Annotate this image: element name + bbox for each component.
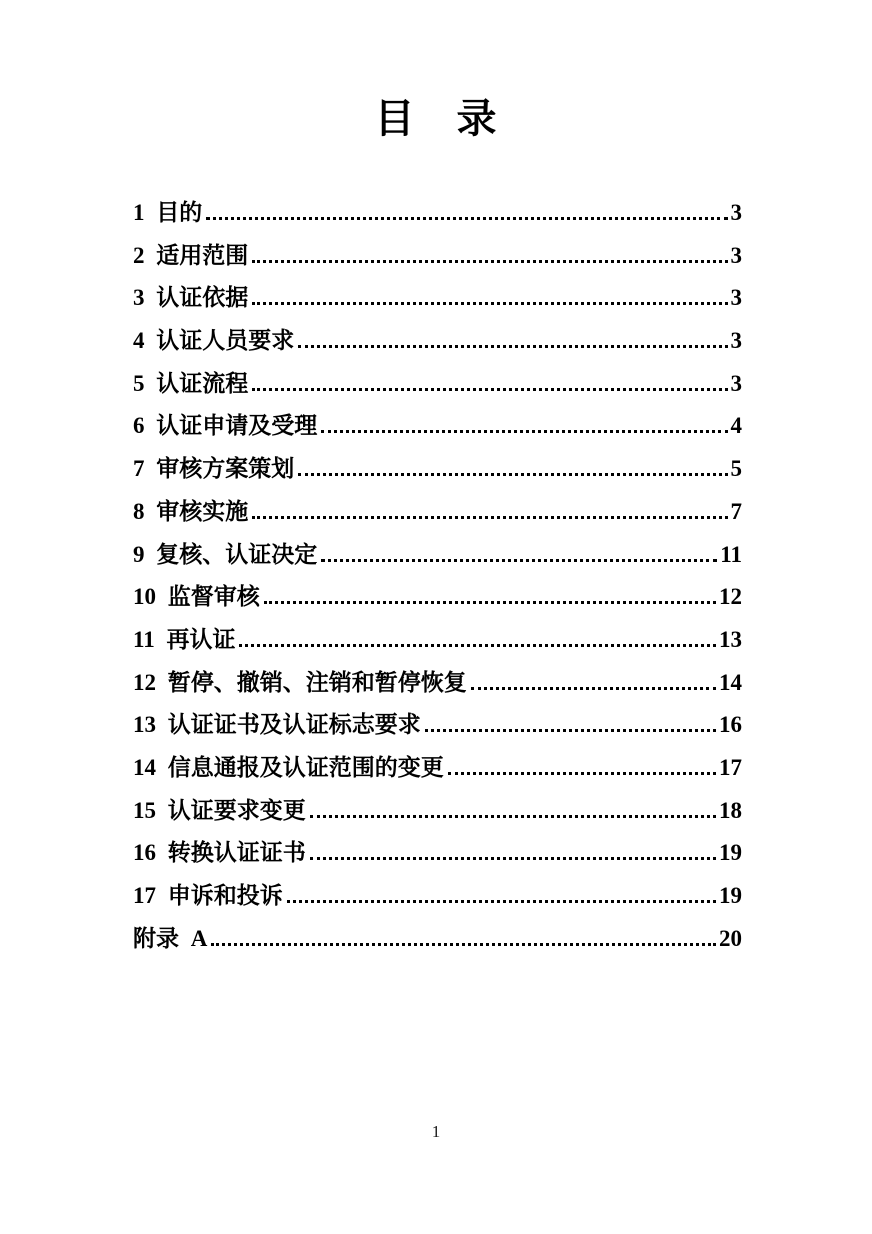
toc-entry — [133, 192, 742, 235]
toc-entry-text: 7 审核方案策划 — [133, 456, 295, 482]
toc-entry-page: 3 — [730, 200, 742, 225]
toc-entry — [133, 704, 742, 747]
dot-leader — [206, 217, 727, 220]
toc-entry-text: 5 认证流程 — [133, 370, 249, 396]
toc-entry-text: 2 适用范围 — [133, 242, 249, 268]
footer-page-number: 1 — [431, 1122, 441, 1141]
dot-leader — [239, 644, 716, 647]
dot-leader — [252, 516, 727, 519]
toc-entry-text: 8 审核实施 — [133, 498, 249, 524]
toc-entry-page: 3 — [730, 285, 742, 311]
toc-entry-text: 4 认证人员要求 — [133, 328, 295, 354]
toc-entry-page: 3 — [730, 242, 742, 268]
dot-leader — [310, 815, 716, 818]
toc-entry — [133, 747, 742, 790]
dot-leader — [448, 772, 716, 775]
toc-entry-text: 附录 A — [133, 925, 208, 951]
toc-list — [133, 192, 742, 960]
toc-entry-text: 3 认证依据 — [133, 285, 249, 311]
toc-entry-text: 6 认证申请及受理 — [133, 413, 318, 439]
dot-leader — [310, 857, 716, 860]
dot-leader — [298, 473, 727, 476]
toc-entry-page: 4 — [730, 413, 742, 439]
toc-entry — [133, 619, 742, 662]
toc-entry-text: 16 转换认证证书 — [133, 840, 306, 866]
dot-leader — [264, 601, 716, 604]
toc-entry — [133, 832, 742, 875]
toc-entry-text: 11 再认证 — [133, 626, 236, 652]
toc-entry-page: 14 — [719, 669, 742, 695]
toc-entry — [133, 235, 742, 278]
toc-entry-page: 5 — [730, 456, 742, 482]
toc-entry — [133, 662, 742, 705]
toc-entry — [133, 918, 742, 961]
toc-entry — [133, 576, 742, 619]
toc-entry-page: 19 — [719, 883, 742, 908]
toc-entry-text: 15 认证要求变更 — [133, 797, 306, 823]
toc-entry-page: 3 — [730, 370, 742, 396]
toc-entry — [133, 320, 742, 363]
toc-entry-text: 1 目的 — [133, 200, 203, 225]
toc-entry — [133, 875, 742, 918]
dot-leader — [211, 943, 716, 946]
toc-entry-page: 3 — [730, 328, 742, 354]
toc-entry — [133, 277, 742, 320]
dot-leader — [321, 430, 727, 433]
dot-leader — [425, 729, 716, 732]
dot-leader — [252, 388, 727, 391]
toc-entry-text: 14 信息通报及认证范围的变更 — [133, 754, 444, 780]
toc-entry-page: 12 — [719, 584, 742, 610]
toc-entry-text: 12 暂停、撤销、注销和暂停恢复 — [133, 669, 467, 695]
toc-entry — [133, 534, 742, 577]
dot-leader — [298, 345, 727, 348]
toc-entry-text: 10 监督审核 — [133, 584, 260, 610]
toc-entry — [133, 448, 742, 491]
page-title: 目 录 — [374, 96, 498, 141]
toc-entry-text: 17 申诉和投诉 — [133, 883, 283, 908]
dot-leader — [252, 260, 727, 263]
dot-leader — [321, 559, 717, 562]
toc-entry-page: 11 — [720, 541, 742, 567]
dot-leader — [252, 302, 727, 305]
dot-leader — [471, 687, 716, 690]
toc-entry-page: 7 — [730, 498, 742, 524]
toc-entry — [133, 491, 742, 534]
toc-entry-page: 13 — [719, 626, 742, 652]
toc-entry — [133, 790, 742, 833]
toc-entry-page: 16 — [719, 712, 742, 738]
toc-entry-text: 9 复核、认证决定 — [133, 541, 318, 567]
toc-entry — [133, 363, 742, 406]
toc-entry-page: 17 — [719, 754, 742, 780]
toc-entry-page: 19 — [719, 840, 742, 866]
toc-entry-page: 18 — [719, 797, 742, 823]
dot-leader — [287, 900, 716, 903]
toc-entry-page: 20 — [719, 925, 742, 951]
toc-entry-text: 13 认证证书及认证标志要求 — [133, 712, 421, 738]
toc-entry — [133, 405, 742, 448]
